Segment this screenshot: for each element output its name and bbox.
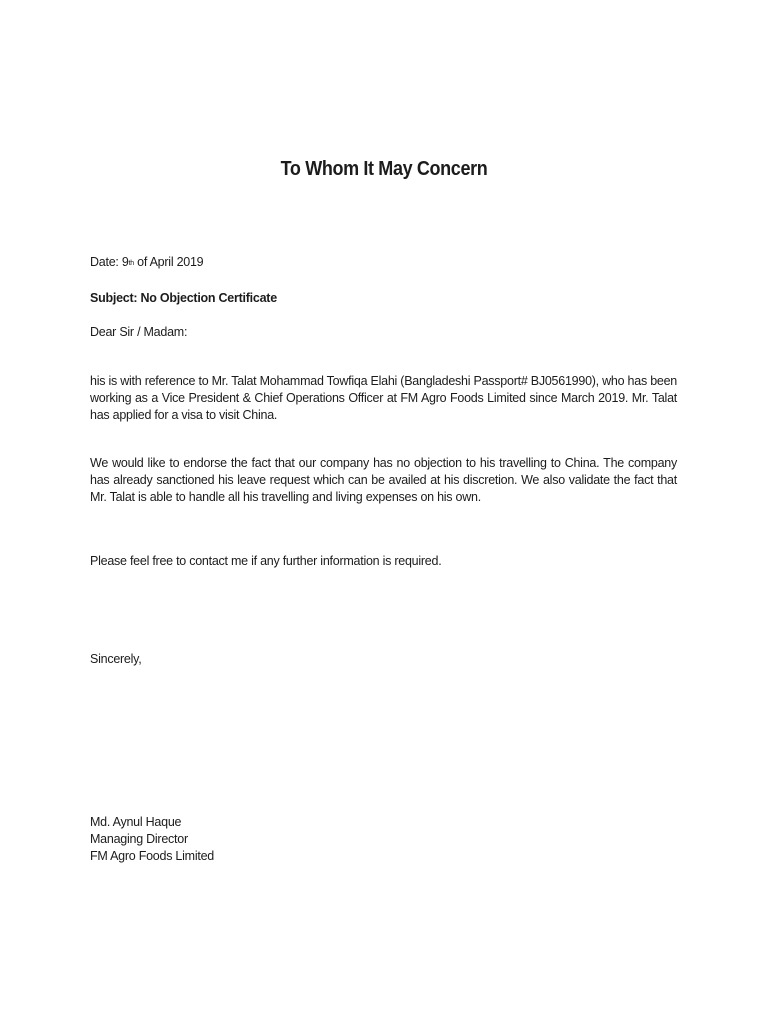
signatory-name: Md. Aynul Haque [90,815,182,829]
signatory-company: FM Agro Foods Limited [90,849,214,863]
date-ordinal-suffix: th [128,260,134,267]
date-prefix: Date: 9 [90,255,129,269]
body-paragraph-endorsement: We would like to endorse the fact that our company has no objection to his travelling to China. The company has already sanctioned his leave request which can be availed at his discretion. We also validate the fact that Mr. Talat is able to handle all his travelling and living expenses on his own. [90,456,677,504]
body-paragraph-reference: his is with reference to Mr. Talat Mohammad Towfiqa Elahi (Bangladeshi Passport# BJ0561990), who has been working as a Vice President & Chief Operations Officer at FM Agro Foods Limited since March 2019. Mr. Talat has applied for a visa to visit China. [90,374,677,422]
letter-salutation: Dear Sir / Madam: [90,325,188,339]
date-suffix: of April 2019 [133,255,204,269]
signatory-title: Managing Director [90,832,188,846]
letter-subject: Subject: No Objection Certificate [90,291,277,305]
sign-off: Sincerely, [90,652,142,666]
closing-note: Please feel free to contact me if any further information is required. [90,554,442,568]
letter-title: To Whom It May Concern [280,158,488,180]
letter-date [90,254,203,271]
